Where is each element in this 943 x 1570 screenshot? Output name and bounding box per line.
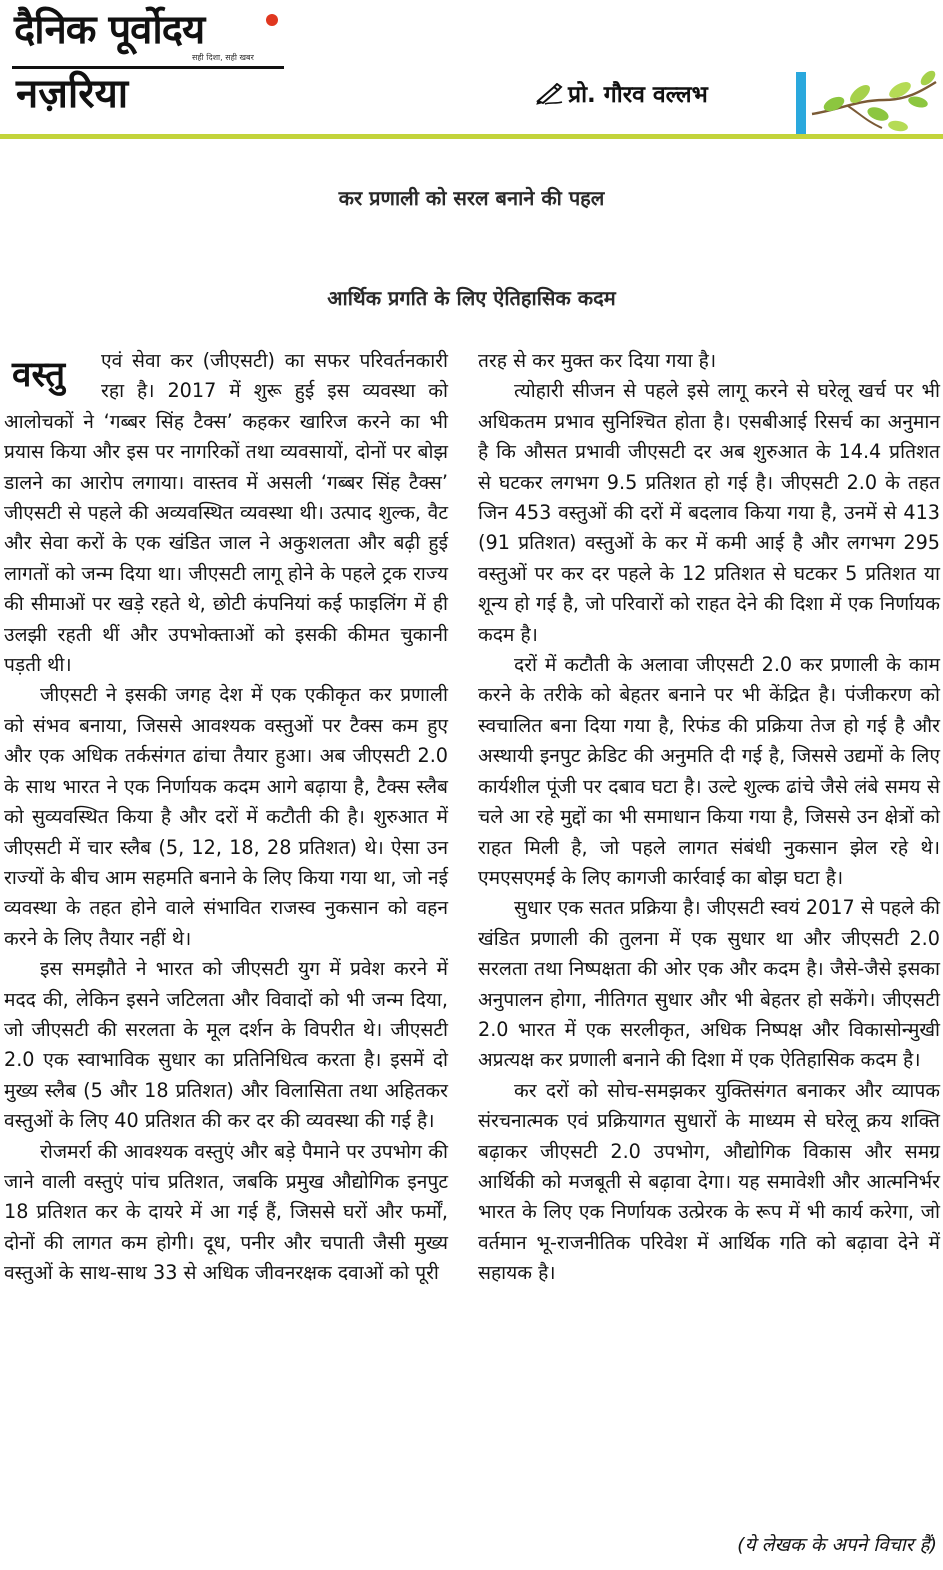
paragraph: तरह से कर मुक्त कर दिया गया है। bbox=[478, 349, 717, 372]
article-column-left bbox=[4, 346, 448, 1289]
masthead bbox=[0, 0, 943, 140]
tagline: सही दिशा, सही खबर bbox=[192, 53, 254, 62]
section-title: नज़रिया bbox=[16, 71, 129, 117]
leaf-branch-icon bbox=[808, 70, 940, 134]
paragraph: त्योहारी सीजन से पहले इसे लागू करने से घरेलू खर्च पर भी अधिकतम प्रभाव सुनिश्चित होता है। एसबीआई रिसर्च का अनुमान है कि औसत प्रभावी जीएसटी दर अब शुरुआत के 14.4 प्रतिशत से घटकर लगभग 9.5 प्रतिशत हो गई है। जीएसटी 2.0 के तहत जिन 453 वस्तुओं की दरों में बदलाव किया गया है, उनमें से 413 (91 प्रतिशत) वस्तुओं के कर में कमी आई है और लगभग 295 वस्तुओं पर कर दर पहले के 12 प्रतिशत से घटकर 5 प्रतिशत या शून्य हो गई है, जो परिवारों को राहत देने की दिशा में एक निर्णायक कदम है। bbox=[478, 379, 940, 646]
pen-icon bbox=[536, 83, 564, 105]
paragraph: कर दरों को सोच-समझकर युक्तिसंगत बनाकर और व्यापक संरचनात्मक एवं प्रक्रियागत सुधारों के माध्यम से घरेलू क्रय शक्ति बढ़ाकर जीएसटी 2.0 उपभोग, औद्योगिक विकास और समग्र आर्थिकी को मजबूती से बढ़ावा देगा। यह समावेशी और आत्मनिर्भर भारत के लिए एक निर्णायक उत्प्रेरक के रूप में भी कार्य करेगा, जो वर्तमान भू-राजनीतिक परिवेश में आर्थिक गति को बढ़ावा देने में सहायक है। bbox=[478, 1078, 940, 1285]
masthead-rule bbox=[12, 66, 284, 69]
paragraph: इस समझौते ने भारत को जीएसटी युग में प्रवेश करने में मदद की, लेकिन इसने जटिलता और विवादों को भी जन्म दिया, जो जीएसटी की सरलता के मूल दर्शन के विपरीत थे। जीएसटी 2.0 एक स्वाभाविक सुधार का प्रतिनिधित्व करता है। इसमें दो मुख्य स्लैब (5 और 18 प्रतिशत) और विलासिता तथा अहितकर वस्तुओं के लिए 40 प्रतिशत की कर दर की व्यवस्था की गई है। bbox=[4, 957, 448, 1133]
paragraph: रोजमर्रा की आवश्यक वस्तुएं और बड़े पैमाने पर उपभोग की जाने वाली वस्तुएं पांच प्रतिशत, जबकि प्रमुख औद्योगिक इनपुट 18 प्रतिशत कर के दायरे में आ गई हैं, जिससे घरों और फर्मों, दोनों की लागत कम होगी। दूध, पनीर और चपाती जैसी मुख्य वस्तुओं के साथ-साथ 33 से अधिक जीवनरक्षक दवाओं को पूरी bbox=[4, 1139, 448, 1285]
author-name: प्रो. गौरव वल्लभ bbox=[568, 82, 708, 108]
headline bbox=[0, 148, 943, 348]
paragraph: सुधार एक सतत प्रक्रिया है। जीएसटी स्वयं 2017 से पहले की खंडित प्रणाली की तुलना में एक सुधार था और जीएसटी 2.0 सरलता तथा निष्पक्षता की ओर एक और कदम है। जैसे-जैसे इसका अनुपालन होगा, नीतिगत सुधार और भी बेहतर हो सकेंगे। जीएसटी 2.0 भारत में एक सरलीकृत, अधिक निष्पक्ष और विकासोन्मुखी अप्रत्यक्ष कर प्रणाली बनाने की दिशा में एक ऐतिहासिक कदम है। bbox=[478, 896, 940, 1072]
article-column-right bbox=[478, 346, 940, 1289]
headline-line-2: आर्थिक प्रगति के लिए ऐतिहासिक कदम bbox=[327, 286, 616, 310]
paragraph: एवं सेवा कर (जीएसटी) का सफर परिवर्तनकारी रहा है। 2017 में शुरू हुई इस व्यवस्था को आलोचकों ने ‘गब्बर सिंह टैक्स’ कहकर खारिज करने का भी प्रयास किया और इस पर नागरिकों तथा व्यवसायों, दोनों पर बोझ डालने का आरोप लगाया। वास्तव में असली ‘गब्बर सिंह टैक्स’ जीएसटी से पहले की अव्यवस्थित व्यवस्था थी। उत्पाद शुल्क, वैट और सेवा करों के एक खंडित जाल ने अकुशलता और बढ़ी हुई लागतों को जन्म दिया था। जीएसटी लागू होने के पहले ट्रक राज्य की सीमाओं पर खड़े रहते थे, छोटी कंपनियां कई फाइलिंग में ही उलझी रहती थीं और उपभोक्ताओं को इसकी कीमत चुकानी पड़ती थी। bbox=[4, 349, 448, 677]
brand-dot bbox=[266, 14, 278, 26]
paragraph: जीएसटी ने इसकी जगह देश में एक एकीकृत कर प्रणाली को संभव बनाया, जिससे आवश्यक वस्तुओं पर टैक्स कम हुए और एक अधिक तर्कसंगत ढांचा तैयार हुआ। अब जीएसटी 2.0 के साथ भारत ने एक निर्णायक कदम आगे बढ़ाया है, टैक्स स्लैब को सुव्यवस्थित किया है और दरों में कटौती की है। शुरुआत में जीएसटी में चार स्लैब (5, 12, 18, 28 प्रतिशत) थे। ऐसा उन राज्यों के बीच आम सहमति बनाने के लिए किया गया था, जो नई व्यवस्था के तहत होने वाले संभावित राजस्व नुकसान को वहन करने के लिए तैयार नहीं थे। bbox=[4, 683, 448, 950]
headline-line-1: कर प्रणाली को सरल बनाने की पहल bbox=[338, 186, 605, 210]
accent-bar bbox=[796, 72, 806, 134]
paragraph: दरों में कटौती के अलावा जीएसटी 2.0 कर प्रणाली के काम करने के तरीके को बेहतर बनाने पर भी केंद्रित है। पंजीकरण को स्वचालित बना दिया गया है, रिफंड की प्रक्रिया तेज हो गई है और अस्थायी इनपुट क्रेडिट की अनुमति दी गई है, जिससे उद्यमों के लिए कार्यशील पूंजी पर दबाव घटा है। उल्टे शुल्क ढांचे जैसे लंबे समय से चले आ रहे मुद्दों का भी समाधान किया गया है, जिससे उन क्षेत्रों को राहत मिली है, जो पहले लागत संबंधी नुकसान झेल रहे थे। एमएसएमई के लिए कागजी कार्रवाई का बोझ घटा है। bbox=[478, 653, 940, 889]
author-disclaimer: (ये लेखक के अपने विचार हैं) bbox=[737, 1534, 937, 1556]
section-divider bbox=[0, 134, 943, 139]
dropcap-word: वस्तु bbox=[12, 355, 66, 395]
paper-name[interactable]: दैनिक पूर्वोदय bbox=[14, 7, 205, 53]
byline bbox=[536, 80, 708, 110]
